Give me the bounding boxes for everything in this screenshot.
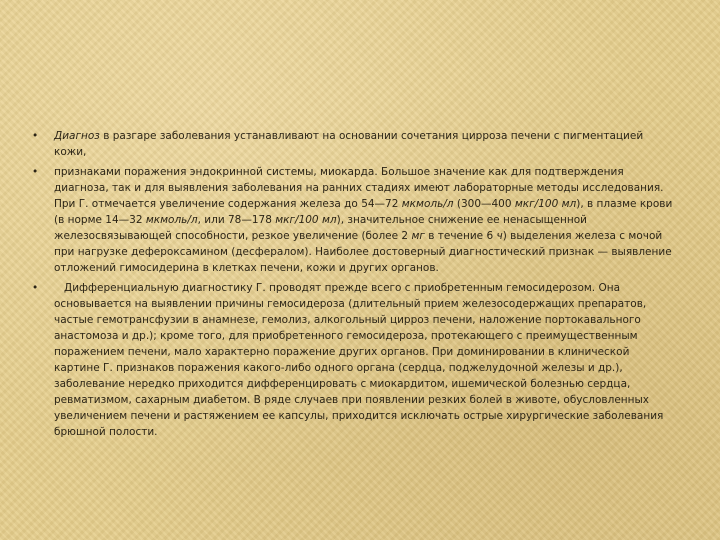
unit-mkmol-l: мкмоль/л	[401, 198, 454, 210]
bullet-item-differential-diagnosis	[30, 280, 678, 440]
bullet-icon: •	[32, 166, 39, 178]
lab-text-part: признаками поражения эндокринной системы, миокарда. Большое значение как для подтверждения диагноза, так и для выявления заболевания на ранних стадиях имеют лабораторные методы исследования. При Г. отмечается увеличение содержания железа до 54—72	[54, 166, 664, 210]
unit-mg: мг	[411, 230, 425, 242]
bullet-item-diagnosis	[30, 128, 678, 160]
lab-text-part: (300—400	[453, 198, 515, 210]
lab-text-part: , или 78—178	[197, 214, 276, 226]
differential-text: Дифференциальную диагностику Г. проводят прежде всего с приобретенным гемосидерозом. Она основывается на выявлении причины гемосидероза (длительный прием железосодержащих препаратов, частые гемотрансфузии в анамнезе, гемолиз, алкогольный цирроз печени, наложение портокавального анастомоза и др.); кроме того, для приобретенного гемосидероза, протекающего с преимущественным поражением печени, мало характерно поражение других органов. При доминировании в клинической картине Г. признаков поражения какого-либо одного органа (сердца, поджелудочной железы и др.), заболевание нередко приходится дифференцировать с миокардитом, ишемической болезнью сердца, ревматизмом, сахарным диабетом. В ряде случаев при появлении резких болей в животе, обусловленных увеличением печени и растяжением ее капсулы, приходится исключать острые хирургические заболевания брюшной полости.	[54, 282, 664, 438]
lab-text-part: в течение 6	[424, 230, 497, 242]
bullet-icon: •	[32, 130, 39, 142]
bullet-item-lab-methods	[30, 164, 678, 276]
bullet-icon: •	[32, 282, 39, 294]
slide-body	[30, 128, 678, 444]
diagnosis-text: в разгаре заболевания устанавливают на основании сочетания цирроза печени с пигментацией кожи,	[54, 130, 644, 158]
unit-mkmol-l: мкмоль/л	[145, 214, 198, 226]
unit-mkg-100ml: мкг/100 мл	[514, 198, 577, 210]
diagnosis-term: Диагноз	[54, 130, 100, 142]
lab-text-part: ) выделения железа с мочой при нагрузке дефероксамином (десфералом). Наиболее достоверный диагностический признак — выявление отложений гимосидерина в клетках печени, кожи и других органов.	[54, 230, 672, 274]
lab-text-part: ), значительное снижение ее ненасыщенной железосвязывающей способности, резкое увеличение (более 2	[54, 214, 587, 242]
unit-mkg-100ml: мкг/100 мл	[275, 214, 337, 226]
unit-hours: ч	[496, 230, 503, 242]
lab-text-part: ), в плазме крови (в норме 14—32	[54, 198, 673, 226]
